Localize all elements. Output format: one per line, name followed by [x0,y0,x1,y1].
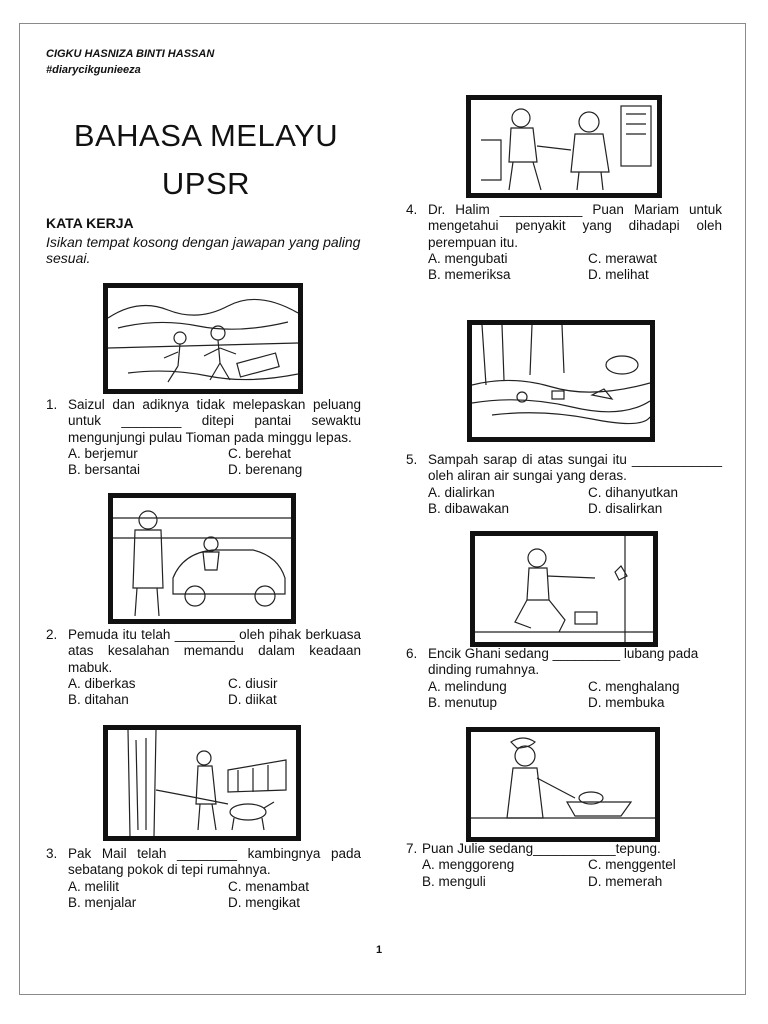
question-6-option-c[interactable]: C. menghalang [588,678,680,694]
page-number: 1 [376,944,383,956]
page-title [46,112,366,208]
question-5-number: 5. [406,452,418,467]
question-5-option-b[interactable]: B. dibawakan [428,500,510,516]
question-6-option-a[interactable]: A. melindung [428,678,507,694]
question-6-text: Encik Ghani sedang _________ lubang pada dinding rumahnya. [428,646,699,678]
question-3-number: 3. [46,846,58,861]
question-1-number: 1. [46,397,58,412]
police-car-picture [108,493,296,624]
beach-picture [103,283,303,394]
question-7-option-b[interactable]: B. menguli [422,873,486,889]
question-7-option-c[interactable]: C. menggentel [588,857,676,873]
question-4-text: Dr. Halim ___________ Puan Mariam untuk mengetahui penyakit yang dihadapi oleh perempuan itu. [428,202,722,250]
question-4-option-a[interactable]: A. mengubati [428,250,508,266]
question-4-number: 4. [406,202,418,217]
question-5-option-d[interactable]: D. disalirkan [588,500,663,516]
question-5 [406,452,722,517]
question-1 [46,397,361,478]
question-3-text: Pak Mail telah ________ kambingnya pada sebatang pokok di tepi rumahnya. [68,846,361,878]
question-4-option-b[interactable]: B. memeriksa [428,267,511,283]
question-5-option-c[interactable]: C. dihanyutkan [588,484,679,500]
section-instruction: Isikan tempat kosong dengan jawapan yang paling sesuai. [46,234,361,266]
question-6-option-d[interactable]: D. membuka [588,694,665,710]
question-7 [406,841,722,890]
question-3-option-a[interactable]: A. melilit [68,878,120,894]
question-1-option-d[interactable]: D. berenang [228,462,303,478]
author-header [46,46,214,78]
question-7-option-a[interactable]: A. menggoreng [422,857,515,873]
question-5-option-a[interactable]: A. dialirkan [428,484,495,500]
question-7-option-d[interactable]: D. memerah [588,873,663,889]
question-4 [406,202,722,283]
question-3 [46,846,361,911]
question-7-text: Puan Julie sedang___________tepung. [422,841,661,856]
question-1-text: Saizul dan adiknya tidak melepaskan peluang untuk ________ ditepi pantai sewaktu mengunjungi pulau Tioman pada minggu lepas. [68,397,361,445]
author-name: CIGKU HASNIZA BINTI HASSAN [46,48,215,60]
question-2-option-d[interactable]: D. diikat [228,692,277,708]
question-6-number: 6. [406,646,418,661]
question-2-number: 2. [46,627,58,642]
question-6 [406,646,722,711]
question-4-option-c[interactable]: C. merawat [588,250,658,266]
question-6-option-b[interactable]: B. menutup [428,694,498,710]
doctor-patient-picture [466,95,662,198]
question-5-text: Sampah sarap di atas sungai itu ____________ oleh aliran air sungai yang deras. [428,452,722,484]
question-2 [46,627,361,708]
goat-tree-picture [103,725,301,841]
question-4-option-d[interactable]: D. melihat [588,267,649,283]
question-3-option-c[interactable]: C. menambat [228,878,310,894]
question-1-option-a[interactable]: A. berjemur [68,445,138,461]
title-line-1: BAHASA MELAYU [73,118,339,153]
section-title: KATA KERJA [46,215,134,231]
title-line-2: UPSR [161,166,251,201]
woman-kneading-dough-picture [466,727,660,842]
author-hashtag: #diarycikgunieeza [46,64,141,76]
river-rubbish-picture [467,320,655,442]
question-1-option-c[interactable]: C. berehat [228,445,292,461]
question-2-text: Pemuda itu telah ________ oleh pihak berkuasa atas kesalahan memandu dalam keadaan mabuk. [68,627,361,675]
question-3-option-b[interactable]: B. menjalar [68,894,137,910]
man-patching-wall-picture [470,531,658,647]
question-2-option-c[interactable]: C. diusir [228,675,278,691]
question-3-option-d[interactable]: D. mengikat [228,894,301,910]
question-7-number: 7. [406,841,418,856]
question-2-option-a[interactable]: A. diberkas [68,675,136,691]
question-1-option-b[interactable]: B. bersantai [68,462,141,478]
question-2-option-b[interactable]: B. ditahan [68,692,129,708]
